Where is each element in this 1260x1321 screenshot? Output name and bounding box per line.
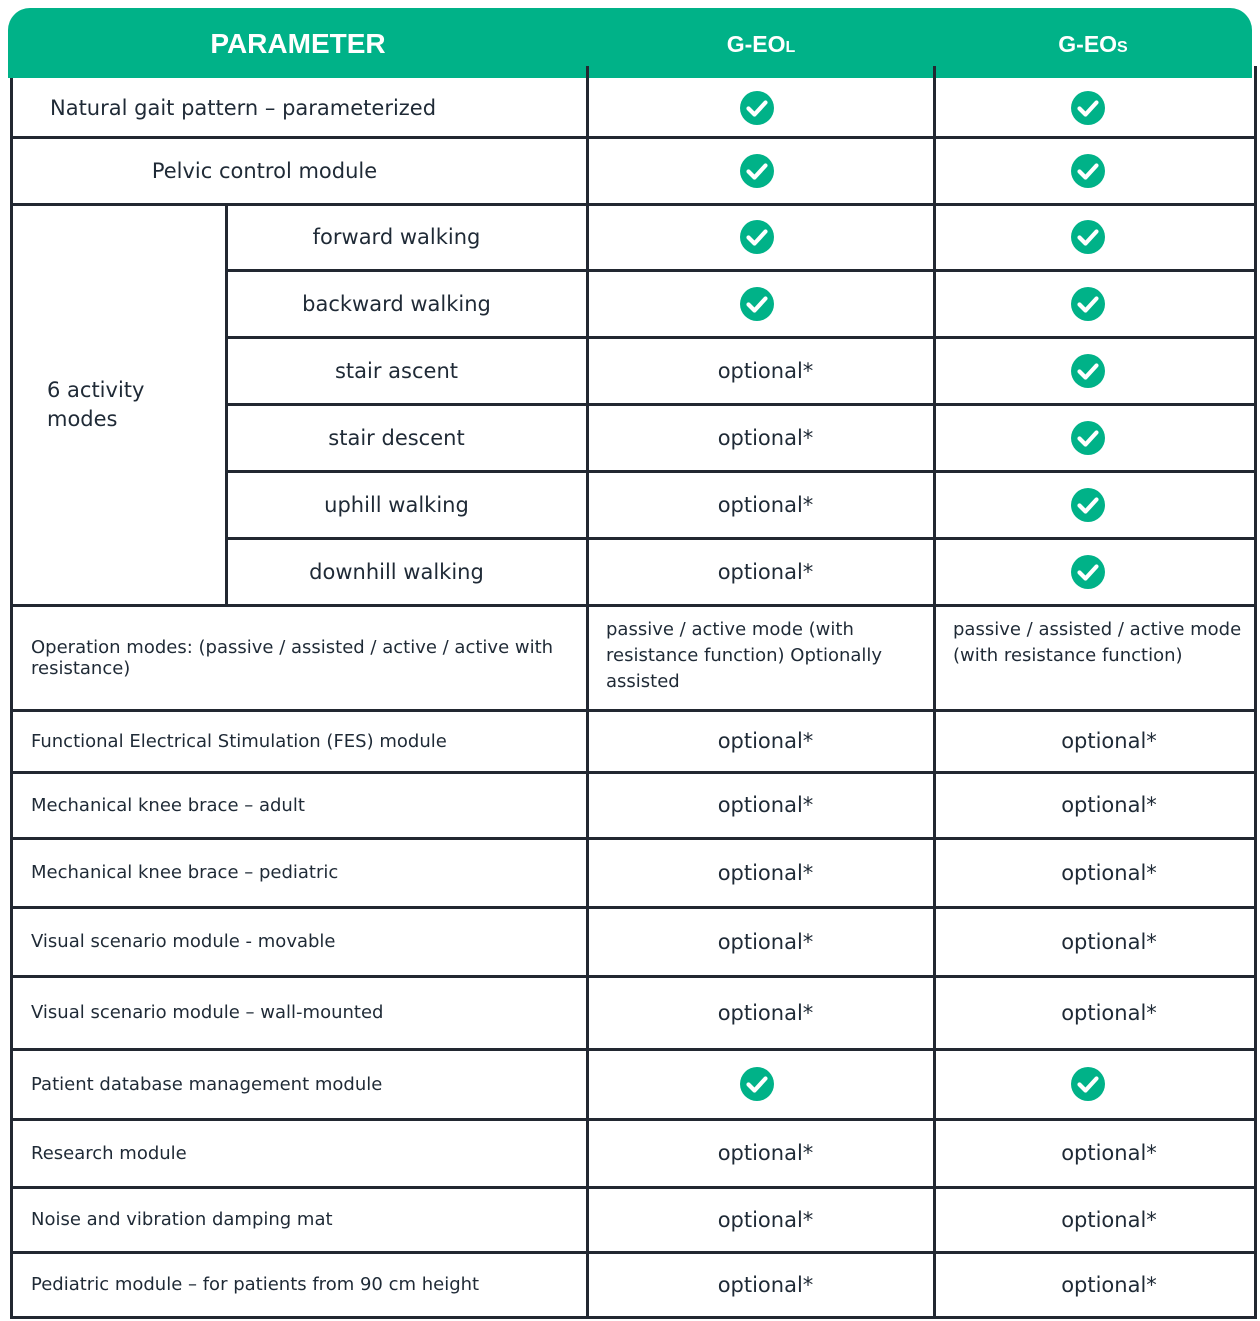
- geo-l-cell: [587, 1187, 934, 1252]
- row-label: [226, 337, 587, 404]
- row-label-text: Mechanical knee brace – pediatric: [31, 862, 339, 883]
- geo-l-value: optional*: [717, 358, 814, 383]
- row-label: [226, 471, 587, 538]
- header-geo-s: [934, 8, 1252, 78]
- geo-l-cell: [587, 471, 934, 538]
- border-right: [1254, 66, 1257, 1319]
- row-label: [12, 1049, 587, 1119]
- geo-s-cell: [934, 471, 1254, 538]
- geo-l-value: optional*: [717, 1272, 814, 1297]
- geo-l-value: optional*: [717, 492, 814, 517]
- geo-l-cell: [587, 204, 934, 270]
- geo-s-cell: [934, 605, 1254, 710]
- geo-l-cell: [587, 337, 934, 404]
- geo-s-value: optional*: [1061, 1141, 1157, 1165]
- geo-l-cell: [587, 907, 934, 976]
- row-label: [12, 1252, 587, 1317]
- table-header: [8, 8, 1252, 78]
- geo-l-cell: [587, 78, 934, 137]
- row-label: [226, 404, 587, 471]
- geo-l-cell: [587, 1049, 934, 1119]
- geo-l-cell: [587, 1119, 934, 1187]
- check-icon: [739, 90, 775, 126]
- group-label-text: 6 activity modes: [47, 377, 145, 431]
- geo-s-cell: [934, 270, 1254, 337]
- geo-l-value: optional*: [717, 929, 814, 954]
- geo-s-cell: [934, 976, 1254, 1049]
- header-geo-l-main: G-EO: [726, 31, 786, 57]
- check-icon: [1070, 487, 1106, 523]
- row-label: [12, 976, 587, 1049]
- row-label: [12, 710, 587, 772]
- group-label: [12, 204, 226, 605]
- geo-s-value: optional*: [1061, 1000, 1157, 1025]
- check-icon: [739, 1066, 775, 1102]
- geo-s-cell: [934, 1049, 1254, 1119]
- header-geo-l: [588, 8, 934, 78]
- row-label: [12, 137, 587, 204]
- row-label-text: Visual scenario module - movable: [31, 931, 336, 952]
- geo-l-value: optional*: [717, 1141, 814, 1165]
- geo-s-cell: [934, 204, 1254, 270]
- row-label: [12, 78, 587, 137]
- geo-l-cell: [587, 976, 934, 1049]
- geo-s-cell: [934, 1252, 1254, 1317]
- row-label-text: uphill walking: [324, 492, 469, 517]
- geo-l-cell: [587, 605, 934, 710]
- geo-s-cell: [934, 1187, 1254, 1252]
- row-label-text: Pediatric module – for patients from 90 cm height: [31, 1274, 480, 1295]
- geo-l-cell: [587, 772, 934, 838]
- geo-s-cell: [934, 710, 1254, 772]
- geo-s-cell: [934, 78, 1254, 137]
- row-label: [12, 605, 587, 710]
- check-icon: [1070, 554, 1106, 590]
- geo-l-cell: [587, 1252, 934, 1317]
- geo-s-cell: [934, 907, 1254, 976]
- header-geo-s-main: G-EO: [1058, 31, 1118, 57]
- check-icon: [1070, 1066, 1106, 1102]
- header-parameter: PARAMETER: [210, 28, 386, 59]
- row-label-text: Noise and vibration damping mat: [31, 1209, 333, 1230]
- check-icon: [739, 286, 775, 322]
- row-label-text: Natural gait pattern – parameterized: [50, 95, 437, 120]
- row-label: [12, 838, 587, 907]
- row-label-text: Mechanical knee brace – adult: [31, 794, 305, 816]
- check-icon: [1070, 353, 1106, 389]
- geo-s-cell: [934, 772, 1254, 838]
- check-icon: [739, 219, 775, 255]
- row-label-text: Visual scenario module – wall-mounted: [31, 1002, 384, 1023]
- row-label: [12, 1187, 587, 1252]
- header-geo-s-sub: S: [1117, 39, 1128, 56]
- geo-l-cell: [587, 538, 934, 605]
- row-label-text: Operation modes: (passive / assisted / active / active with resistance): [31, 636, 554, 679]
- geo-l-value: optional*: [717, 559, 814, 584]
- row-label-text: forward walking: [312, 225, 481, 249]
- header-geo-l-sub: L: [785, 39, 796, 56]
- check-icon: [1070, 153, 1106, 189]
- row-label: [12, 1119, 587, 1187]
- geo-s-cell: [934, 538, 1254, 605]
- row-label-text: Research module: [31, 1142, 187, 1164]
- geo-s-cell: [934, 337, 1254, 404]
- geo-l-cell: [587, 710, 934, 772]
- geo-l-cell: [587, 137, 934, 204]
- geo-l-value: optional*: [717, 425, 814, 450]
- geo-l-value: optional*: [717, 793, 814, 817]
- row-label-text: stair descent: [328, 425, 465, 450]
- geo-l-value: optional*: [717, 729, 814, 753]
- check-icon: [739, 153, 775, 189]
- row-label-text: downhill walking: [309, 559, 484, 584]
- row-label-text: Functional Electrical Stimulation (FES) module: [31, 730, 447, 752]
- geo-s-cell: [934, 1119, 1254, 1187]
- geo-s-cell: [934, 137, 1254, 204]
- row-label-text: backward walking: [302, 291, 491, 316]
- geo-s-value: optional*: [1061, 793, 1157, 817]
- check-icon: [1070, 420, 1106, 456]
- geo-l-value: optional*: [717, 1207, 814, 1232]
- geo-s-value: optional*: [1061, 1207, 1157, 1232]
- row-label-text: Patient database management module: [31, 1073, 383, 1095]
- geo-s-cell: [934, 404, 1254, 471]
- geo-s-value: passive / assisted / active mode (with resistance function): [953, 619, 1242, 666]
- row-label: [12, 772, 587, 838]
- row-label: [226, 538, 587, 605]
- row-label-text: stair ascent: [334, 358, 458, 383]
- geo-s-cell: [934, 838, 1254, 907]
- row-label: [226, 204, 587, 270]
- row-label-text: Pelvic control module: [151, 158, 378, 183]
- geo-l-cell: [587, 838, 934, 907]
- row-label: [12, 907, 587, 976]
- geo-l-value: passive / active mode (with resistance function) Optionally assisted: [606, 619, 883, 692]
- check-icon: [1070, 286, 1106, 322]
- check-icon: [1070, 219, 1106, 255]
- geo-l-value: optional*: [717, 1000, 814, 1025]
- geo-s-value: optional*: [1061, 929, 1157, 954]
- geo-s-value: optional*: [1061, 1272, 1157, 1297]
- row-label: [226, 270, 587, 337]
- check-icon: [1070, 90, 1106, 126]
- geo-l-value: optional*: [717, 860, 814, 885]
- geo-l-cell: [587, 270, 934, 337]
- geo-l-cell: [587, 404, 934, 471]
- geo-s-value: optional*: [1061, 729, 1157, 753]
- geo-s-value: optional*: [1061, 860, 1157, 885]
